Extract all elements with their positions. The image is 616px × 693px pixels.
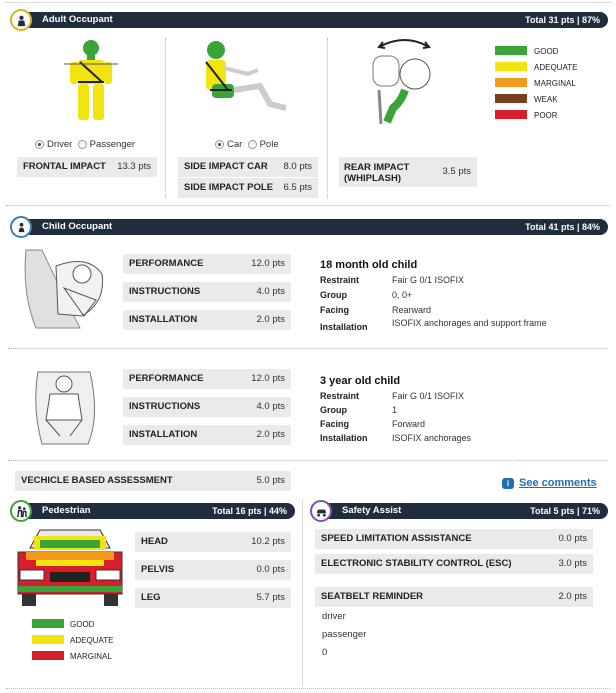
side-impact-car-row [178,157,318,177]
seat1-installation-label: INSTALLATION [129,314,198,325]
seat2-heading: 3 year old child [320,375,401,387]
speed-limitation-value: 0.0 pts [558,533,587,544]
safety-assist-icon [310,500,332,522]
legend-swatch-poor [495,110,527,119]
legend-swatch-marginal [495,78,527,87]
ped-legend-swatch-marginal [32,651,64,660]
seat2-instructions-label: INSTRUCTIONS [129,401,201,412]
vehicle-based-assessment-label: VECHICLE BASED ASSESSMENT [21,475,173,486]
seat2-restraint-key: Restraint [320,391,360,401]
legend-swatch-weak [495,94,527,103]
vehicle-based-assessment-row [15,471,291,491]
legend-swatch-adequate [495,62,527,71]
frontal-dummy-figure [60,38,122,124]
divider [8,460,608,461]
safety-assist-title: Safety Assist [342,505,402,516]
adult-occupant-total: Total 31 pts | 87% [525,15,600,25]
divider [8,348,608,349]
esc-value: 3.0 pts [558,558,587,569]
seat1-restraint-value: Fair G 0/1 ISOFIX [392,275,465,285]
pole-radio[interactable] [248,140,257,149]
ped-legend-label-adequate: ADEQUATE [70,636,114,645]
seat1-heading: 18 month old child [320,259,418,271]
leg-value: 5.7 pts [256,592,285,603]
passenger-radio[interactable] [78,140,87,149]
frontal-impact-row [17,157,157,177]
legend-label-poor: POOR [534,111,558,120]
speed-limitation-row [315,529,593,549]
passenger-radio-label: Passenger [89,139,136,150]
pelvis-value: 0.0 pts [256,564,285,575]
seat1-performance-value: 12.0 pts [251,258,285,269]
seat2-group-value: 1 [392,405,398,415]
seat1-facing-value: Rearward [392,305,432,315]
rear-impact-label-2: (WHIPLASH) [344,173,401,184]
seat2-instructions-row [123,397,291,417]
pelvis-label: PELVIS [141,564,175,575]
pelvis-row [135,560,291,580]
seat1-instructions-row [123,282,291,302]
adult-occupant-title: Adult Occupant [42,14,113,25]
seat2-performance-label: PERFORMANCE [129,373,204,384]
seat2-installation-row [123,425,291,445]
divider [165,38,166,198]
car-radio-label: Car [227,139,243,150]
seatbelt-reminder-label: SEATBELT REMINDER [321,591,424,602]
child-occupant-total: Total 41 pts | 84% [525,222,600,232]
pole-radio-label: Pole [259,139,279,150]
seat2-facing-value: Forward [392,419,426,429]
seat2-restraint-value: Fair G 0/1 ISOFIX [392,391,465,401]
child-occupant-header [16,219,608,235]
seatbelt-driver-text: driver [322,611,346,622]
seatbelt-reminder-row [315,587,593,607]
driver-radio-label: Driver [47,139,73,150]
safety-assist-header [316,503,608,519]
see-comments-label: See comments [519,477,597,489]
seat1-group-value: 0, 0+ [392,290,413,300]
ped-legend-swatch-adequate [32,635,64,644]
leg-row [135,588,291,608]
side-radio-group [215,139,279,150]
adult-occupant-header [16,12,608,28]
ped-legend-swatch-good [32,619,64,628]
esc-row [315,554,593,574]
legend-label-weak: WEAK [534,95,558,104]
leg-label: LEG [141,592,161,603]
seat2-performance-value: 12.0 pts [251,373,285,384]
seat1-performance-row [123,254,291,274]
side-impact-pole-row [178,178,318,198]
divider [327,38,328,198]
seat2-facing-key: Facing [320,419,350,429]
safety-assist-total: Total 5 pts | 71% [530,506,600,516]
seat1-installation-value: ISOFIX anchorages and support frame [392,318,547,328]
pedestrian-total: Total 16 pts | 44% [212,506,287,516]
ped-legend-label-good: GOOD [70,620,95,629]
side-impact-pole-value: 6.5 pts [283,182,312,193]
side-impact-car-value: 8.0 pts [283,161,312,172]
seat2-installation-key: Installation [320,433,368,443]
pedestrian-car-front-image [14,526,126,608]
seat2-performance-row [123,369,291,389]
pedestrian-header [16,503,295,519]
esc-label: ELECTRONIC STABILITY CONTROL (ESC) [321,558,512,569]
seatbelt-passenger-text: passenger [322,629,367,640]
forward-child-seat-image [30,364,106,450]
seatbelt-reminder-value: 2.0 pts [558,591,587,602]
see-comments-link[interactable] [502,477,597,489]
speed-limitation-label: SPEED LIMITATION ASSISTANCE [321,533,472,544]
bottom-divider [6,688,610,689]
frontal-radio-group [35,139,135,150]
frontal-impact-label: FRONTAL IMPACT [23,161,106,172]
ped-legend-label-marginal: MARGINAL [70,652,112,661]
seat2-group-key: Group [320,405,347,415]
frontal-impact-value: 13.3 pts [117,161,151,172]
rear-impact-value: 3.5 pts [442,166,471,177]
seat1-performance-label: PERFORMANCE [129,258,204,269]
rear-impact-label: REAR IMPACT [344,162,410,173]
seat1-group-key: Group [320,290,347,300]
seat2-installation-value: 2.0 pts [256,429,285,440]
rear-impact-row [339,157,477,187]
seat1-restraint-key: Restraint [320,275,360,285]
comment-icon: i [502,478,514,489]
car-radio[interactable] [215,140,224,149]
child-occupant-title: Child Occupant [42,221,113,232]
seat1-facing-key: Facing [320,305,350,315]
legend-swatch-good [495,46,527,55]
rearward-child-seat-image [18,244,112,336]
vehicle-based-assessment-value: 5.0 pts [256,475,285,486]
head-value: 10.2 pts [251,536,285,547]
divider [302,500,303,685]
whiplash-head-figure [365,36,445,128]
seat2-installation-value: ISOFIX anchorages [392,433,472,443]
seat1-instructions-label: INSTRUCTIONS [129,286,201,297]
seat2-instructions-value: 4.0 pts [256,401,285,412]
head-row [135,532,291,552]
seat1-installation-key: Installation [320,322,368,332]
legend-label-good: GOOD [534,47,559,56]
side-impact-pole-label: SIDE IMPACT POLE [184,182,274,193]
top-divider [4,2,612,3]
side-impact-car-label: SIDE IMPACT CAR [184,161,268,172]
seat1-installation-row [123,310,291,330]
side-dummy-figure [200,38,295,118]
section-divider [6,205,610,206]
seat1-instructions-value: 4.0 pts [256,286,285,297]
seatbelt-zero-text: 0 [322,647,328,658]
child-occupant-icon [10,216,32,238]
seat1-installation-value: 2.0 pts [256,314,285,325]
pedestrian-icon [10,500,32,522]
pedestrian-title: Pedestrian [42,505,91,516]
driver-radio[interactable] [35,140,44,149]
seat2-installation-label: INSTALLATION [129,429,198,440]
adult-occupant-icon [10,9,32,31]
legend-label-adequate: ADEQUATE [534,63,578,72]
legend-label-marginal: MARGINAL [534,79,576,88]
head-label: HEAD [141,536,168,547]
